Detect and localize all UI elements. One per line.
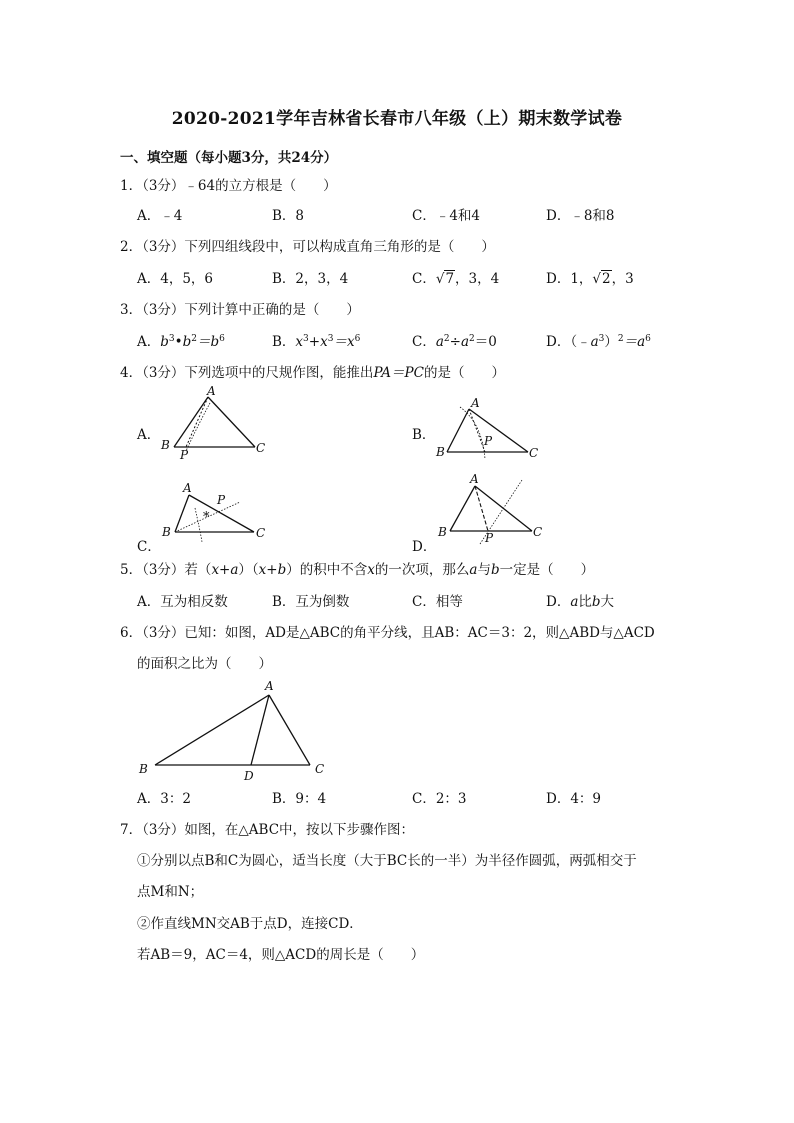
q4-figure-a xyxy=(150,385,280,465)
q5-expr: x+b xyxy=(258,562,287,578)
q2-option-a[interactable]: A．4，5，6 xyxy=(137,271,214,287)
q5-option-b[interactable]: B．互为倒数 xyxy=(272,594,350,610)
opt-prefix: C． xyxy=(412,334,436,350)
expr-term: +x xyxy=(308,334,328,350)
q4-figure-d xyxy=(430,470,560,550)
side-ac xyxy=(269,695,310,765)
side-ab xyxy=(447,409,469,452)
q4-figure-c xyxy=(150,480,280,560)
q5-expr: x+a xyxy=(211,562,239,578)
label-p: P xyxy=(217,493,226,507)
sqrt-symbol: √2 xyxy=(592,271,611,287)
q6-figure xyxy=(135,676,335,786)
label-b: B xyxy=(161,438,170,452)
question-6-line1: 6．（3分）已知：如图，AD是△ABC的角平分线，且AB：AC＝3：2，则△ABD与△ACD xyxy=(120,625,655,641)
side-ab xyxy=(155,695,269,765)
q4-stem-expr: PA＝PC xyxy=(373,365,424,381)
q2-c-radicand: 7 xyxy=(445,271,455,287)
q6-option-c[interactable]: C．2：3 xyxy=(412,791,467,807)
q1-option-c[interactable]: C．﹣4和4 xyxy=(412,208,481,224)
page-title: 2020-2021学年吉林省长春市八年级（上）期末数学试卷 xyxy=(171,109,623,129)
q3-option-a[interactable] xyxy=(137,333,225,351)
question-7-line1: 7．（3分）如图，在△ABC中，按以下步骤作图： xyxy=(120,822,415,838)
expr-term: a xyxy=(435,334,444,350)
label-p: P xyxy=(484,434,493,448)
expr-term: ÷a xyxy=(449,334,470,350)
intersection-mark: * xyxy=(203,510,210,525)
q5-option-d[interactable] xyxy=(546,593,614,611)
q4-option-d-label[interactable]: D． xyxy=(412,539,437,555)
q6-option-a[interactable]: A．3：2 xyxy=(137,791,191,807)
label-a: A xyxy=(183,481,192,495)
question-7-step1b: 点M和N； xyxy=(137,884,204,900)
q4-figure-b xyxy=(430,393,550,468)
label-c: C xyxy=(256,526,266,540)
opt-prefix: D．（﹣ xyxy=(546,334,591,350)
q5-text: ）的积中不含 xyxy=(286,562,368,578)
question-7-step1a: ①分别以点B和C为圆心，适当长度（大于BC长的一半）为半径作圆弧，两弧相交于 xyxy=(137,853,637,869)
q2-c-rest: ，3，4 xyxy=(455,271,500,287)
q1-option-a[interactable]: A．﹣4 xyxy=(137,208,183,224)
q4-option-c-label[interactable]: C． xyxy=(137,539,161,555)
side-ab xyxy=(174,397,208,447)
q4-option-b-label[interactable]: B． xyxy=(412,427,436,443)
label-p: P xyxy=(180,448,189,462)
q3-option-c[interactable] xyxy=(412,333,497,351)
question-4-stem xyxy=(120,364,505,382)
q2-option-c[interactable] xyxy=(412,270,499,288)
q3-option-d[interactable] xyxy=(546,333,651,351)
q6-option-d[interactable]: D．4：9 xyxy=(546,791,602,807)
exponent: 3 xyxy=(327,334,334,344)
bisector-ad xyxy=(251,695,269,765)
q4-stem-pre: 4．（3分）下列选项中的尺规作图，能推出 xyxy=(120,365,374,381)
q5-var: b xyxy=(490,562,500,578)
exponent: 6 xyxy=(645,334,651,344)
expr-term: ） xyxy=(604,334,618,350)
side-ac xyxy=(469,409,528,452)
q4-stem-post: 的是（ ） xyxy=(423,365,505,381)
label-d: D xyxy=(244,769,254,783)
opt-prefix: A． xyxy=(137,334,161,350)
q5-text: 的一次项，那么 xyxy=(374,562,470,578)
dashed-segment xyxy=(475,486,488,531)
question-7-ask: 若AB＝9，AC＝4，则△ACD的周长是（ ） xyxy=(137,947,425,963)
side-ac xyxy=(208,397,255,447)
label-p: P xyxy=(485,531,494,545)
question-2-stem: 2．（3分）下列四组线段中，可以构成直角三角形的是（ ） xyxy=(120,239,495,255)
label-b: B xyxy=(139,762,148,776)
dotted-segment xyxy=(186,397,208,447)
label-c: C xyxy=(533,525,543,539)
expr-term: ＝x xyxy=(333,334,355,350)
exponent: 3 xyxy=(598,334,605,344)
exponent: 2 xyxy=(443,334,450,344)
q2-c-prefix: C． xyxy=(412,271,436,287)
exponent: 3 xyxy=(168,334,175,344)
q2-d-rest: ，3 xyxy=(611,271,634,287)
q3-option-b[interactable] xyxy=(272,333,360,351)
side-ab xyxy=(450,486,475,531)
question-6-line2: 的面积之比为（ ） xyxy=(137,656,272,672)
q5-text: 5．（3分）若（ xyxy=(120,562,212,578)
label-c: C xyxy=(315,762,325,776)
label-a: A xyxy=(470,472,479,486)
q5-text: ）（ xyxy=(238,562,259,578)
exponent: 6 xyxy=(354,334,361,344)
label-b: B xyxy=(162,525,171,539)
q1-option-d[interactable]: D．﹣8和8 xyxy=(546,208,615,224)
q2-d-prefix: D．1， xyxy=(546,271,593,287)
exponent: 2 xyxy=(191,334,197,344)
construction-arc xyxy=(460,407,485,459)
q2-d-radicand: 2 xyxy=(602,271,611,287)
question-1-stem: 1．（3分）﹣64的立方根是（ ） xyxy=(120,178,337,194)
label-a: A xyxy=(207,384,216,398)
label-a: A xyxy=(265,679,274,693)
q5-var: b xyxy=(591,594,601,610)
section-heading: 一、填空题（每小题3分，共24分） xyxy=(120,150,338,166)
question-5-stem xyxy=(120,561,594,579)
q5-var: a xyxy=(570,594,579,610)
q5-var: x xyxy=(367,562,375,578)
exponent: 3 xyxy=(303,334,309,344)
q5-text: 比 xyxy=(578,594,592,610)
q2-option-d[interactable] xyxy=(546,270,634,288)
construction-arc xyxy=(186,403,210,451)
exponent: 2 xyxy=(617,334,624,344)
expr-term: x xyxy=(295,334,304,350)
expr-term: ＝0 xyxy=(474,334,497,350)
question-3-stem: 3．（3分）下列计算中正确的是（ ） xyxy=(120,302,360,318)
label-b: B xyxy=(438,525,447,539)
q5-var: a xyxy=(469,562,478,578)
construction-arc xyxy=(195,508,202,542)
question-7-step2: ②作直线MN交AB于点D，连接CD． xyxy=(137,916,363,932)
expr-term: ＝a xyxy=(623,334,646,350)
expr-term: ＝b xyxy=(196,334,220,350)
q5-text: 大 xyxy=(600,594,615,610)
exponent: 6 xyxy=(219,334,225,344)
q5-option-a[interactable]: A．互为相反数 xyxy=(137,594,228,610)
q5-option-c[interactable]: C．相等 xyxy=(412,594,463,610)
q6-option-b[interactable]: B．9：4 xyxy=(272,791,327,807)
opt-prefix: B． xyxy=(272,334,296,350)
q5-text: 与 xyxy=(477,562,491,578)
expr-term: b xyxy=(160,334,169,350)
expr-term: •b xyxy=(174,334,192,350)
q4-option-a-label[interactable]: A． xyxy=(137,427,161,443)
label-c: C xyxy=(256,441,266,455)
sqrt-symbol: √7 xyxy=(435,271,455,287)
label-a: A xyxy=(471,396,480,410)
exponent: 2 xyxy=(469,334,475,344)
q5-text: 一定是（ ） xyxy=(499,562,595,578)
q2-option-b[interactable]: B．2，3，4 xyxy=(272,271,349,287)
label-c: C xyxy=(529,446,539,460)
q1-option-b[interactable]: B．8 xyxy=(272,208,305,224)
label-b: B xyxy=(436,445,445,459)
expr-term: a xyxy=(590,334,599,350)
opt-prefix: D． xyxy=(546,594,571,610)
